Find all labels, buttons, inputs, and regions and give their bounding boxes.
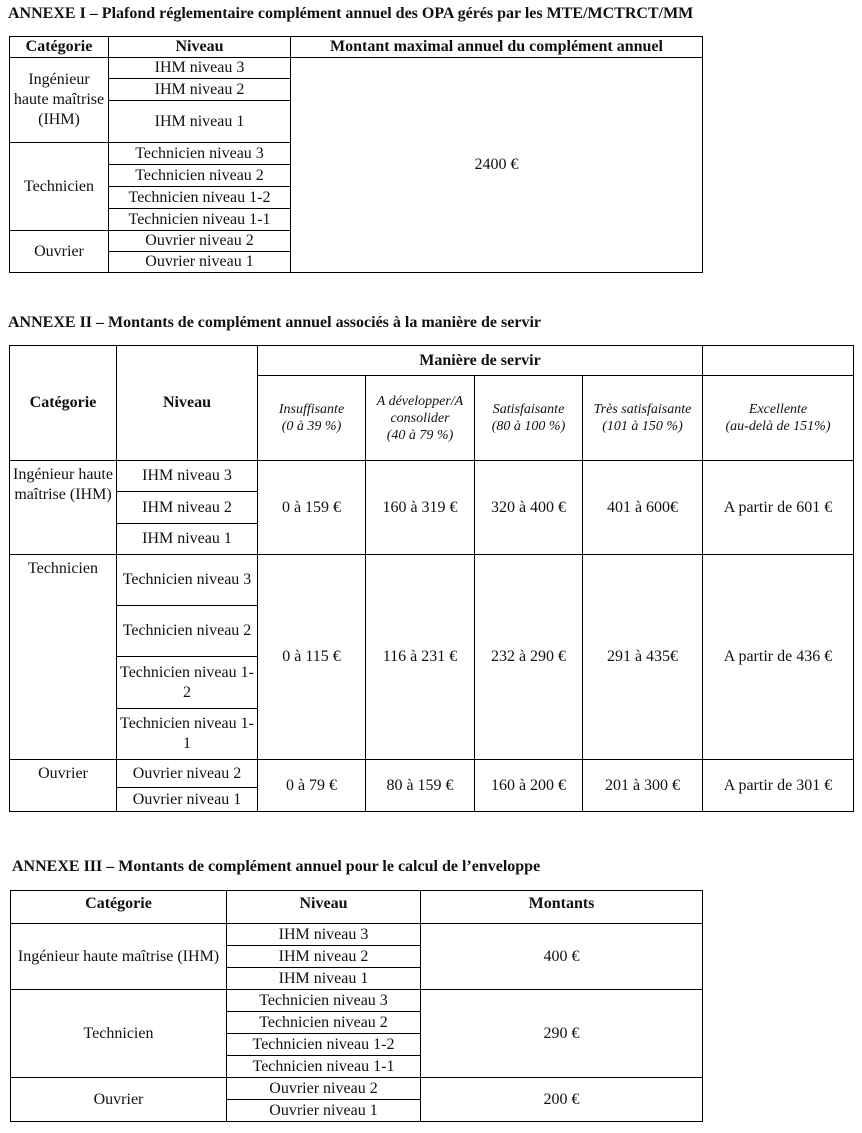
rating-column-header — [475, 376, 583, 461]
col-header-niveau: Niveau — [109, 37, 291, 58]
category-cell: Ingénieur haute maîtrise (IHM) — [10, 58, 109, 143]
col-header-niveau: Niveau — [117, 346, 258, 461]
amount-cell: A partir de 436 € — [703, 555, 854, 760]
level-cell: Technicien niveau 1-1 — [227, 1056, 421, 1078]
level-cell: IHM niveau 1 — [109, 101, 291, 143]
level-cell: Technicien niveau 3 — [227, 990, 421, 1012]
amount-cell: 291 à 435€ — [583, 555, 703, 760]
rating-column-header — [366, 376, 475, 461]
level-cell: Ouvrier niveau 2 — [109, 231, 291, 252]
category-cell: Ingénieur haute maîtrise (IHM) — [11, 924, 227, 990]
category-cell: Ingénieur haute maîtrise (IHM) — [10, 461, 117, 555]
rating-column-header — [583, 376, 703, 461]
rating-label: Très satisfaisante — [593, 402, 692, 417]
level-cell: Technicien niveau 2 — [227, 1012, 421, 1034]
rating-range: (0 à 39 %) — [281, 419, 342, 434]
col-header-categorie: Catégorie — [10, 37, 109, 58]
level-cell: Technicien niveau 2 — [117, 606, 258, 657]
amount-cell: 80 à 159 € — [366, 760, 475, 812]
annexe3-table — [10, 890, 703, 1122]
col-header-montants: Montants — [421, 891, 703, 924]
amount-cell: 401 à 600€ — [583, 461, 703, 555]
annexe1-table — [9, 36, 703, 273]
level-cell: Technicien niveau 1-2 — [117, 657, 258, 709]
category-cell: Ouvrier — [11, 1078, 227, 1122]
rating-column-header — [258, 376, 366, 461]
level-cell: Technicien niveau 3 — [109, 143, 291, 165]
level-cell: IHM niveau 1 — [227, 968, 421, 990]
rating-label: Excellente — [748, 402, 808, 417]
amount-cell: 320 à 400 € — [475, 461, 583, 555]
col-header-categorie: Catégorie — [11, 891, 227, 924]
level-cell: IHM niveau 1 — [117, 524, 258, 555]
category-cell: Technicien — [10, 555, 117, 760]
level-cell: IHM niveau 3 — [109, 58, 291, 79]
level-cell: Technicien niveau 1-2 — [227, 1034, 421, 1056]
rating-range: (101 à 150 %) — [602, 419, 683, 434]
annexe2-title: ANNEXE II – Montants de complément annuel associés à la manière de servir — [8, 314, 542, 331]
level-cell: Ouvrier niveau 1 — [117, 788, 258, 812]
amount-cell: 400 € — [421, 924, 703, 990]
rating-column-header — [703, 376, 854, 461]
level-cell: IHM niveau 3 — [117, 461, 258, 492]
level-cell: Technicien niveau 1-1 — [109, 209, 291, 231]
amount-cell: 160 à 319 € — [366, 461, 475, 555]
amount-cell: A partir de 301 € — [703, 760, 854, 812]
annexe2-table — [9, 345, 854, 812]
level-cell: Technicien niveau 2 — [109, 165, 291, 187]
annexe3-title: ANNEXE III – Montants de complément annuel pour le calcul de l’enveloppe — [12, 858, 541, 875]
level-cell: IHM niveau 3 — [227, 924, 421, 946]
amount-cell: 0 à 159 € — [258, 461, 366, 555]
level-cell: Ouvrier niveau 2 — [117, 760, 258, 788]
annexe1-title: ANNEXE I – Plafond réglementaire complément annuel des OPA gérés par les MTE/MCTRCT/MM — [8, 5, 694, 22]
level-cell: IHM niveau 2 — [109, 79, 291, 101]
rating-range: (40 à 79 %) — [386, 427, 454, 443]
rating-label: Insuffisante — [278, 402, 345, 417]
category-cell: Technicien — [11, 990, 227, 1078]
category-cell: Ouvrier — [10, 760, 117, 812]
amount-cell: 160 à 200 € — [475, 760, 583, 812]
rating-range: (80 à 100 %) — [491, 419, 566, 434]
amount-cell: 0 à 79 € — [258, 760, 366, 812]
amount-cell: 232 à 290 € — [475, 555, 583, 760]
amount-cell: 201 à 300 € — [583, 760, 703, 812]
rating-label: A développer/A consolider — [376, 393, 464, 426]
level-cell: IHM niveau 2 — [227, 946, 421, 968]
level-cell: Ouvrier niveau 2 — [227, 1078, 421, 1100]
level-cell: Technicien niveau 3 — [117, 555, 258, 606]
col-header-categorie: Catégorie — [10, 346, 117, 461]
col-header-niveau: Niveau — [227, 891, 421, 924]
amount-cell: A partir de 601 € — [703, 461, 854, 555]
amount-cell: 2400 € — [291, 58, 703, 273]
amount-cell: 116 à 231 € — [366, 555, 475, 760]
category-cell: Technicien — [10, 143, 109, 231]
level-cell: Technicien niveau 1-2 — [109, 187, 291, 209]
level-cell: Ouvrier niveau 1 — [109, 252, 291, 273]
amount-cell: 0 à 115 € — [258, 555, 366, 760]
rating-label: Satisfaisante — [492, 402, 565, 417]
level-cell: Ouvrier niveau 1 — [227, 1100, 421, 1122]
level-cell: IHM niveau 2 — [117, 492, 258, 524]
amount-cell: 290 € — [421, 990, 703, 1078]
level-cell: Technicien niveau 1-1 — [117, 709, 258, 760]
category-cell: Ouvrier — [10, 231, 109, 273]
col-header-maniere-de-servir: Manière de servir — [258, 346, 703, 376]
col-header-montant-maximal: Montant maximal annuel du complément annuel — [291, 37, 703, 58]
rating-range: (au-delà de 151%) — [725, 419, 831, 434]
amount-cell: 200 € — [421, 1078, 703, 1122]
header-empty-cell — [703, 346, 854, 376]
